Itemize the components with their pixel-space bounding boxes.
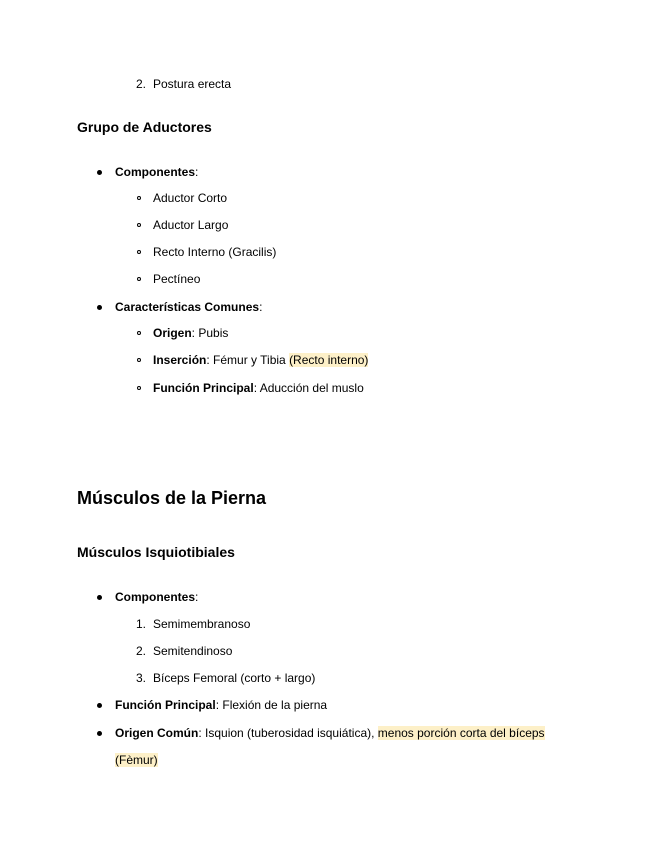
list-item: Recto Interno (Gracilis) — [153, 245, 277, 259]
bullet-icon — [97, 595, 102, 600]
list-number: 2. — [135, 644, 146, 658]
list-number: 3. — [135, 671, 146, 685]
list-item: Postura erecta — [153, 77, 232, 91]
list-item: Bíceps Femoral (corto + largo) — [153, 671, 316, 685]
list-item: Características Comunes: — [115, 300, 263, 314]
bullet-icon — [97, 305, 102, 310]
circle-bullet-icon — [137, 331, 141, 335]
list-item: Semimembranoso — [153, 617, 251, 631]
page-title: Músculos de la Pierna — [77, 488, 267, 508]
circle-bullet-icon — [137, 277, 141, 281]
bullet-icon — [97, 731, 102, 736]
highlight: (Fèmur) — [115, 753, 158, 767]
list-item: Función Principal: Aducción del muslo — [153, 381, 364, 395]
list-item: Componentes: — [115, 165, 199, 179]
section-heading: Músculos Isquiotibiales — [77, 544, 235, 560]
bullet-icon — [97, 170, 102, 175]
list-item: Inserción: Fémur y Tibia (Recto interno) — [153, 353, 369, 367]
circle-bullet-icon — [137, 250, 141, 254]
circle-bullet-icon — [137, 358, 141, 362]
list-item: Aductor Largo — [153, 218, 229, 232]
list-item: Aductor Corto — [153, 191, 228, 205]
list-item: Componentes: — [115, 590, 199, 604]
highlight: menos porción corta del bíceps — [377, 726, 545, 740]
list-number: 2. — [135, 77, 146, 91]
circle-bullet-icon — [137, 223, 141, 227]
circle-bullet-icon — [137, 386, 141, 390]
list-item: Función Principal: Flexión de la pierna — [115, 698, 328, 712]
circle-bullet-icon — [137, 196, 141, 200]
list-item: Origen Común: Isquion (tuberosidad isquiática), menos porción corta del bíceps — [115, 726, 545, 740]
list-item: Semitendinoso — [153, 644, 233, 658]
highlight: (Recto interno) — [289, 353, 369, 367]
list-item: Pectíneo — [153, 272, 201, 286]
section-heading: Grupo de Aductores — [77, 119, 212, 135]
bullet-icon — [97, 703, 102, 708]
list-item: Origen: Pubis — [153, 326, 229, 340]
list-item-continuation — [115, 753, 158, 767]
list-number: 1. — [135, 617, 146, 631]
